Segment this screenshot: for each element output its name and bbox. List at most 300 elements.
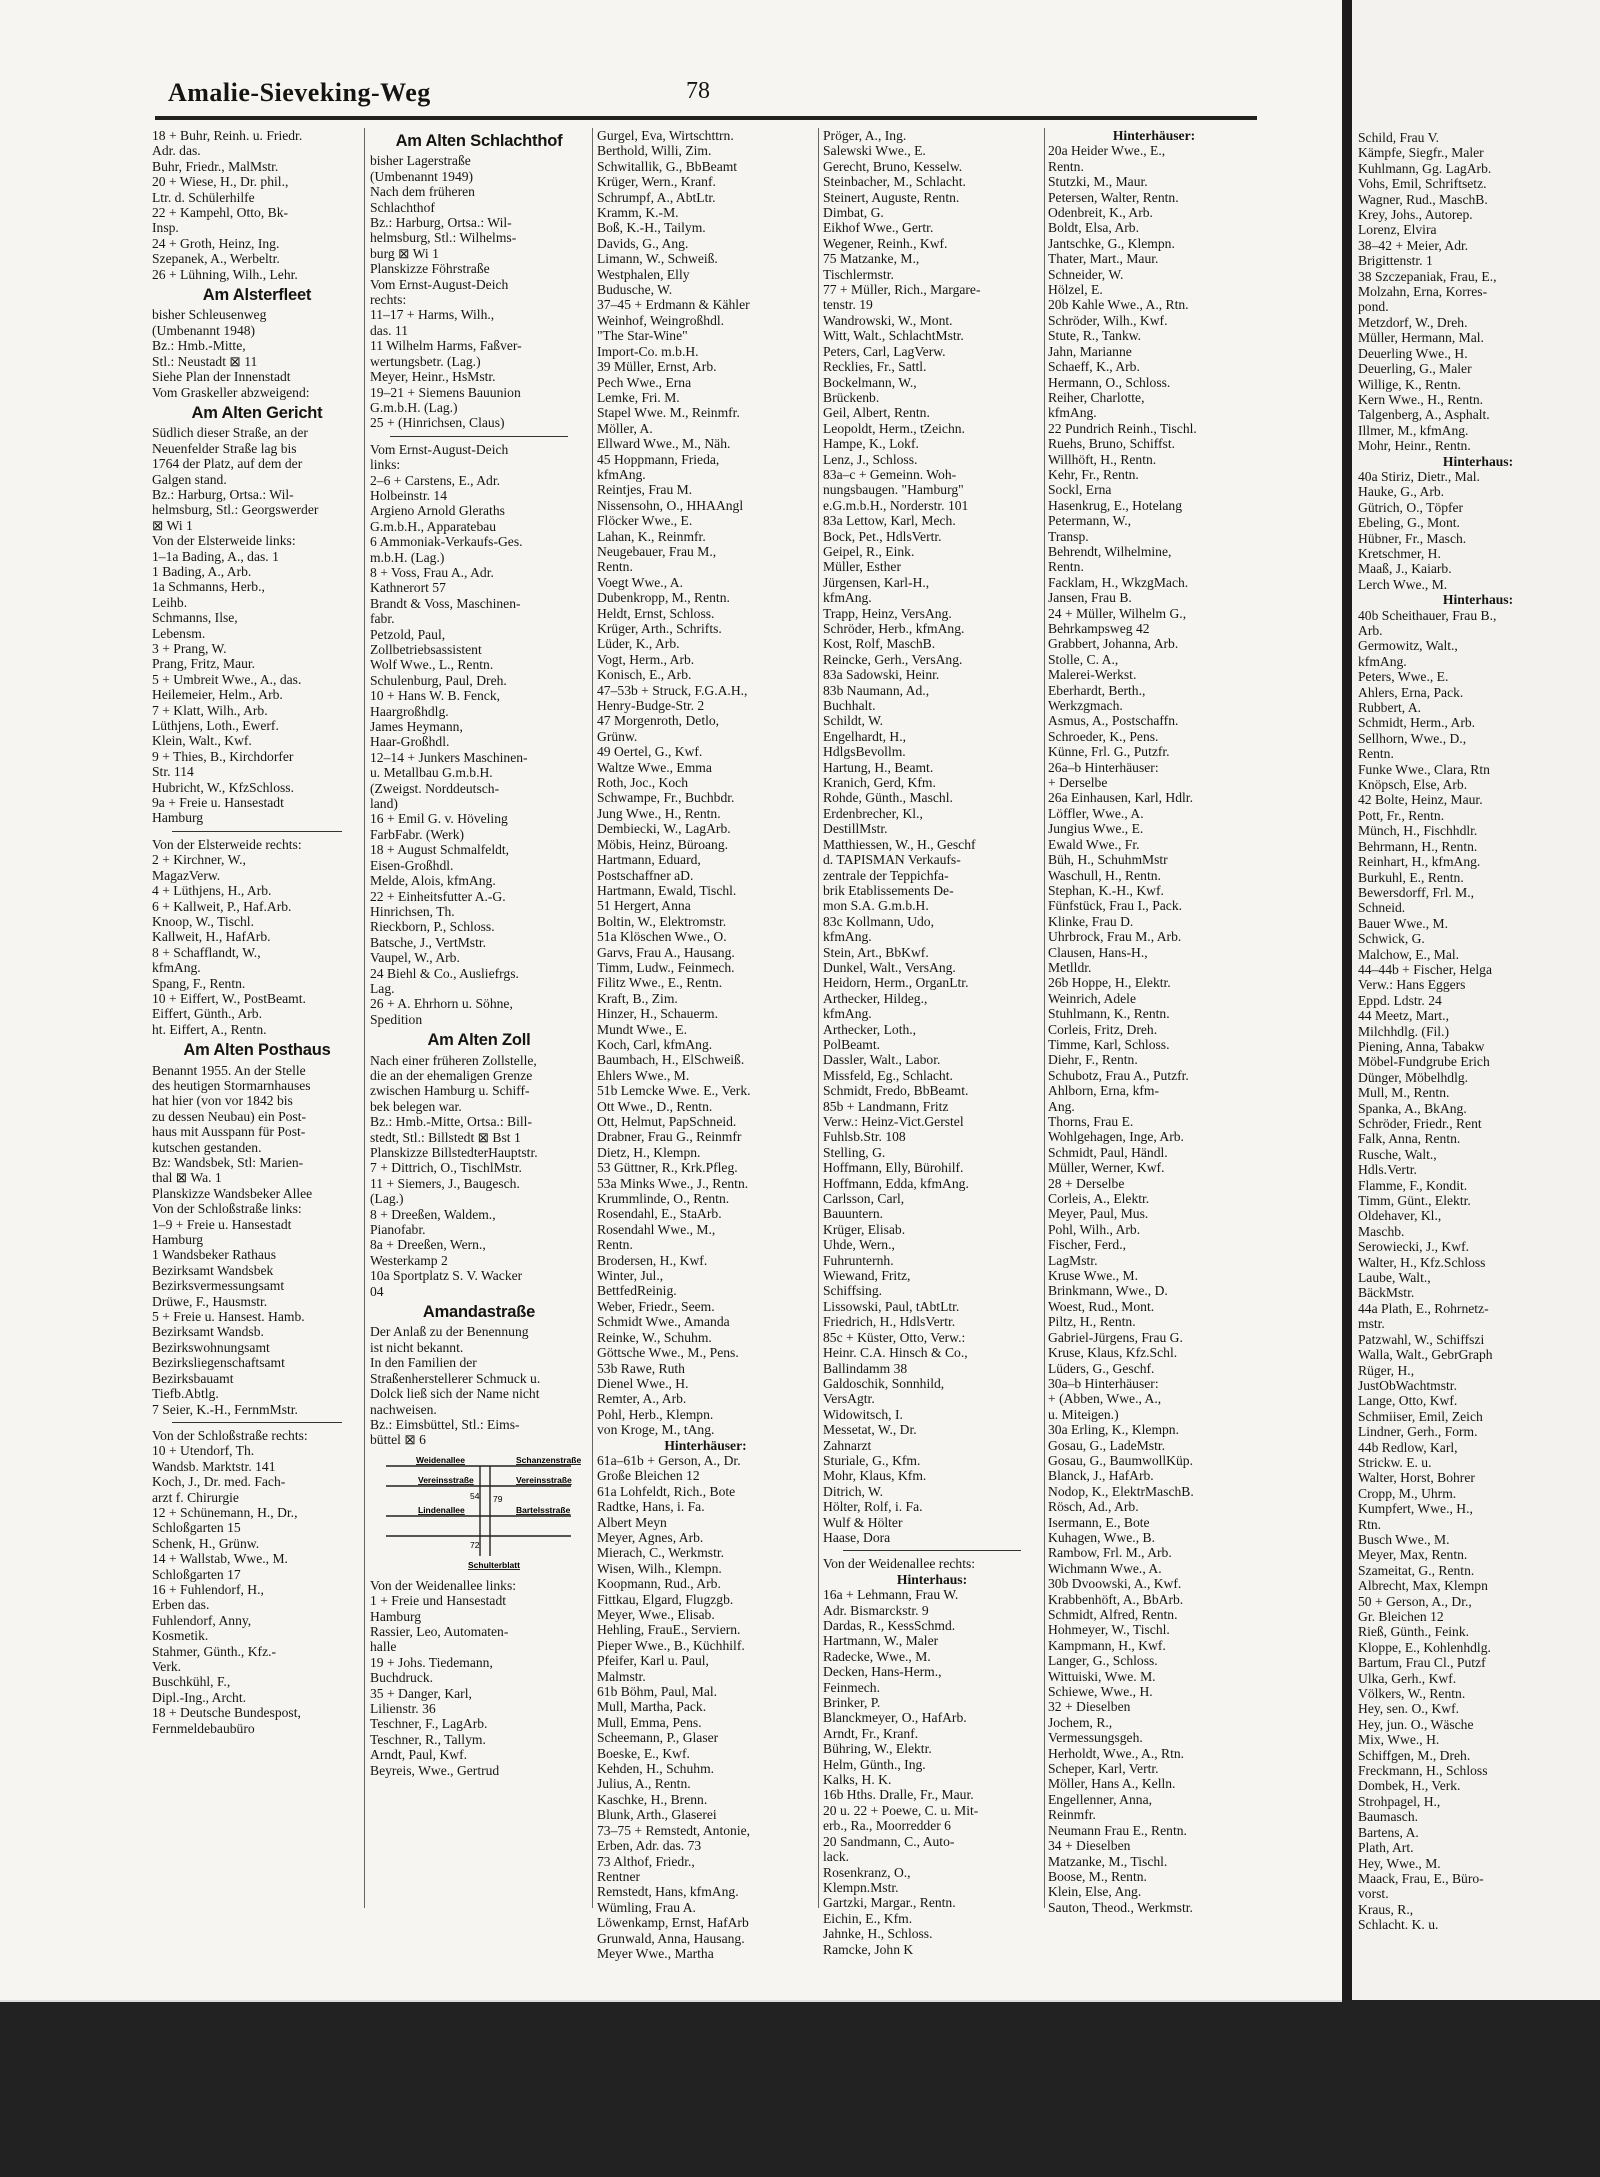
directory-entry: Brinkmann, Wwe., D. (1048, 1283, 1168, 1299)
directory-entry: Kehr, Fr., Rentn. (1048, 466, 1139, 482)
directory-entry: Krey, Johs., Autorep. (1358, 207, 1473, 223)
directory-entry: (Lag.) (370, 1191, 404, 1207)
directory-entry: Bz.: Harburg, Ortsa.: Wil- (370, 215, 512, 231)
directory-entry: Vom Ernst-August-Deich (370, 441, 509, 457)
directory-entry: Neuenfelder Straße lag bis (152, 440, 297, 456)
directory-entry: Boldt, Elsa, Arb. (1048, 220, 1140, 236)
directory-entry: links: (370, 457, 401, 473)
directory-entry: Ehlers Wwe., M. (597, 1067, 690, 1083)
directory-entry: Import-Co. m.b.H. (597, 343, 699, 359)
directory-entry: arzt f. Chirurgie (152, 1489, 239, 1505)
directory-entry: Teschner, R., Tallym. (370, 1731, 486, 1747)
directory-entry: Blunk, Arth., Glaserei (597, 1807, 717, 1823)
directory-entry: Kraus, R., (1358, 1901, 1414, 1917)
directory-entry: Arb. (1358, 623, 1383, 638)
directory-entry: Rentn. (1048, 559, 1084, 575)
directory-entry: Kern Wwe., H., Rentn. (1358, 391, 1484, 407)
directory-entry: Engelhardt, H., (823, 728, 907, 744)
directory-entry: halle (370, 1639, 397, 1655)
directory-entry: Uhrbrock, Frau M., Arb. (1048, 929, 1182, 945)
directory-entry: 30a Erling, K., Klempn. (1048, 1422, 1180, 1438)
directory-entry: Oldehaver, Kl., (1358, 1208, 1442, 1224)
directory-entry: Meyer Wwe., Martha (597, 1945, 714, 1961)
directory-entry: Melde, Alois, kfmAng. (370, 873, 496, 889)
directory-entry: 77 + Müller, Rich., Margare- (823, 282, 981, 298)
directory-entry: Eberhardt, Berth., (1048, 682, 1146, 698)
directory-entry: Boß, K.-H., Tailym. (597, 220, 706, 236)
directory-entry: Schmidt, Herm., Arb. (1358, 715, 1476, 731)
directory-entry: Postschaffner aD. (597, 867, 694, 883)
column-1 (152, 128, 362, 1736)
directory-entry: rechts: (370, 292, 407, 308)
section-separator (172, 831, 342, 832)
directory-entry: G.m.b.H. (Lag.) (370, 399, 458, 415)
directory-entry: Boltin, W., Elektromstr. (597, 913, 727, 929)
map-house-number: 79 (493, 1493, 503, 1504)
column-divider (592, 128, 593, 1908)
directory-entry: 44–44b + Fischer, Helga (1358, 961, 1492, 977)
directory-entry: Serowiecki, J., Kwf. (1358, 1239, 1469, 1255)
directory-entry: u. Metallbau G.m.b.H. (370, 765, 493, 781)
street-plan-svg (376, 1452, 581, 1572)
directory-entry: Hartmann, Ewald, Tischl. (597, 882, 737, 898)
directory-entry: Waschull, H., Rentn. (1048, 867, 1161, 883)
directory-entry: erb., Ra., Moorredder 6 (823, 1818, 951, 1834)
directory-entry: Julius, A., Rentn. (597, 1776, 691, 1792)
directory-entry: Jahnke, H., Schloss. (823, 1926, 933, 1942)
directory-entry: Wisen, Wilh., Klempn. (597, 1560, 722, 1576)
directory-entry: Hinterhäuser: (664, 1437, 747, 1453)
directory-entry: Reincke, Gerh., VersAng. (823, 651, 963, 667)
directory-entry: Stuhlmann, K., Rentn. (1048, 1006, 1170, 1022)
directory-entry: 20 Sandmann, C., Auto- (823, 1833, 955, 1849)
directory-entry: Jahn, Marianne (1048, 343, 1132, 359)
directory-entry: ist nicht bekannt. (370, 1339, 464, 1355)
directory-entry: Falk, Anna, Rentn. (1358, 1131, 1461, 1147)
directory-entry: Bock, Pet., HdlsVertr. (823, 528, 942, 544)
directory-entry: Stl.: Neustadt ⊠ 11 (152, 353, 258, 369)
directory-entry: Bz.: Hmb.-Mitte, Ortsa.: Bill- (370, 1114, 532, 1130)
directory-entry: Spang, F., Rentn. (152, 975, 246, 991)
directory-entry: Widowitsch, I. (823, 1406, 903, 1422)
directory-entry: Insp. (152, 220, 179, 236)
directory-entry: Westerkamp 2 (370, 1252, 448, 1268)
directory-entry: Uhde, Wern., (823, 1237, 895, 1253)
directory-entry: vorst. (1358, 1886, 1389, 1902)
directory-entry: Neugebauer, Frau M., (597, 543, 717, 559)
directory-entry: Lissowski, Paul, tAbtLtr. (823, 1298, 960, 1314)
directory-entry: Hdls.Vertr. (1358, 1162, 1417, 1178)
map-street-label: Bartelsstraße (516, 1504, 571, 1515)
directory-entry: 85b + Landmann, Fritz (823, 1098, 949, 1114)
directory-entry: Hinterhäuser: (1112, 128, 1196, 143)
directory-entry: das. 11 (370, 322, 409, 338)
directory-entry: Siehe Plan der Innenstadt (152, 369, 291, 385)
directory-entry: Hübner, Fr., Masch. (1358, 530, 1467, 546)
directory-entry: burg ⊠ Wi 1 (370, 245, 439, 261)
directory-entry: 12–14 + Junkers Maschinen- (370, 749, 528, 765)
directory-entry: Von der Weidenallee links: (370, 1577, 517, 1593)
directory-entry: Voegt Wwe., A. (597, 574, 683, 590)
directory-entry: Rentn. (597, 1237, 633, 1253)
directory-entry: Radecke, Wwe., M. (823, 1648, 931, 1664)
directory-entry: Kuhagen, Wwe., B. (1048, 1529, 1155, 1545)
directory-entry: Spanka, A., BkAng. (1358, 1100, 1467, 1116)
directory-entry: kfmAng. (823, 929, 872, 945)
directory-entry: Gartzki, Margar., Rentn. (823, 1895, 956, 1911)
directory-entry: Albrecht, Max, Klempn (1358, 1578, 1488, 1594)
directory-entry: Schmiiser, Emil, Zeich (1358, 1408, 1483, 1424)
directory-entry: Rubbert, A. (1358, 700, 1422, 716)
directory-entry: Hinrichsen, Th. (370, 903, 455, 919)
directory-entry: Bühring, W., Elektr. (823, 1741, 932, 1757)
directory-entry: 49 Oertel, G., Kwf. (597, 744, 703, 760)
directory-entry: 2 + Kirchner, W., (152, 852, 246, 868)
directory-entry: Stute, R., Tankw. (1048, 328, 1142, 344)
directory-entry: Filitz Wwe., E., Rentn. (597, 975, 723, 991)
directory-entry: G.m.b.H., Apparatebau (370, 518, 497, 534)
directory-entry: Kruse, Klaus, Kfz.Schl. (1048, 1345, 1178, 1361)
directory-entry: Klempn.Mstr. (823, 1879, 899, 1895)
directory-entry: Maack, Frau, E., Büro- (1358, 1870, 1484, 1886)
directory-entry: 44 Meetz, Mart., (1358, 1008, 1449, 1024)
directory-entry: Berthold, Willi, Zim. (597, 143, 712, 159)
directory-entry: Rambow, Frl. M., Arb. (1048, 1545, 1172, 1561)
directory-entry: 34 + Dieselben (1048, 1838, 1131, 1854)
directory-entry: Geil, Albert, Rentn. (823, 405, 930, 421)
directory-entry: Ott, Helmut, PapSchneid. (597, 1114, 737, 1129)
directory-entry: Buchdruck. (370, 1670, 434, 1686)
directory-entry: 3 + Prang, W. (152, 641, 227, 656)
directory-entry: "The Star-Wine" (597, 328, 688, 344)
directory-entry: 32 + Dieselben (1048, 1699, 1131, 1715)
directory-entry: Pott, Fr., Rentn. (1358, 807, 1445, 823)
directory-entry: Witt, Walt., SchlachtMstr. (823, 328, 964, 344)
directory-entry: Carlsson, Carl, (823, 1191, 905, 1207)
directory-entry: Friedrich, H., HdlsVertr. (823, 1314, 956, 1330)
directory-entry: BäckMstr. (1358, 1285, 1415, 1301)
directory-entry: PolBeamt. (823, 1036, 881, 1052)
column-2 (370, 128, 588, 1778)
directory-entry: Kathnerort 57 (370, 580, 446, 596)
section-separator (843, 1550, 1021, 1551)
directory-entry: Hinterhaus: (1442, 453, 1514, 469)
directory-entry: Hasenkrug, E., Hotelang (1048, 497, 1183, 513)
directory-entry: Schubotz, Frau A., Putzfr. (1048, 1067, 1189, 1083)
directory-entry: Vohs, Emil, Schriftsetz. (1358, 176, 1487, 192)
directory-entry: 1a Schmanns, Herb., (152, 579, 265, 595)
directory-entry: Klein, Else, Ang. (1048, 1884, 1142, 1900)
directory-entry: Scheemann, P., Glaser (597, 1730, 719, 1746)
directory-entry: Transp. (1048, 528, 1089, 544)
directory-entry: brik Etablissements De- (823, 882, 954, 898)
directory-entry: Pianofabr. (370, 1222, 426, 1238)
directory-entry: Meyer, Wwe., Elisab. (597, 1607, 715, 1622)
directory-entry: Busch Wwe., M. (1358, 1531, 1450, 1547)
directory-entry: Müller, Hermann, Mal. (1358, 330, 1484, 346)
directory-entry: Recklies, Fr., Sattl. (823, 359, 927, 375)
directory-entry: Rassier, Leo, Automaten- (370, 1623, 509, 1639)
directory-entry: Dolck ließ sich der Name nicht (370, 1386, 540, 1402)
directory-entry: Gütrich, O., Töpfer (1358, 499, 1464, 515)
directory-entry: 44a Plath, E., Rohrnetz- (1358, 1300, 1489, 1316)
directory-entry: Hampe, K., Lokf. (823, 436, 919, 452)
directory-entry: 26b Hoppe, H., Elektr. (1048, 975, 1171, 991)
directory-entry: Planskizze Wandsbeker Allee (152, 1185, 313, 1201)
directory-entry: Prang, Fritz, Maur. (152, 656, 256, 672)
directory-entry: Szameitat, G., Rentn. (1358, 1562, 1475, 1578)
directory-entry: Facklam, H., WkzgMach. (1048, 574, 1189, 590)
directory-entry: Ebeling, G., Mont. (1358, 515, 1460, 531)
directory-entry: Von der Schloßstraße links: (152, 1201, 302, 1217)
directory-entry: Lerch Wwe., M. (1358, 576, 1448, 592)
directory-entry: Piltz, H., Rentn. (1048, 1314, 1136, 1330)
directory-entry: 53b Rawe, Ruth (597, 1360, 685, 1376)
directory-entry: Gosau, G., BaumwollKüp. (1048, 1452, 1193, 1468)
directory-entry: Thorns, Frau E. (1048, 1114, 1134, 1129)
directory-entry: thal ⊠ Wa. 1 (152, 1170, 222, 1186)
directory-entry: 5 + Freie u. Hansest. Hamb. (152, 1309, 305, 1325)
directory-entry: Schrumpf, A., AbtLtr. (597, 189, 716, 205)
section-separator (172, 1422, 342, 1423)
directory-entry: Knöpsch, Else, Arb. (1358, 777, 1468, 793)
directory-entry: 22 + Kampehl, Otto, Bk- (152, 205, 289, 221)
directory-entry: 6 Ammoniak-Verkaufs-Ges. (370, 534, 523, 550)
page-number: 78 (686, 78, 710, 104)
directory-entry: Flamme, F., Kondit. (1358, 1177, 1468, 1193)
directory-entry: Lenz, J., Schloss. (823, 451, 918, 467)
directory-entry: Davids, G., Ang. (597, 235, 689, 251)
directory-entry: Schloßgarten 15 (152, 1520, 241, 1536)
directory-entry: 1 Bading, A., Arb. (152, 563, 252, 579)
directory-entry: Koopmann, Rud., Arb. (597, 1576, 721, 1592)
directory-entry: Maaß, J., Kaiarb. (1358, 561, 1452, 577)
directory-entry: Schulenburg, Paul, Dreh. (370, 672, 507, 688)
directory-entry: des heutigen Stormarnhauses (152, 1077, 311, 1093)
directory-entry: Dubenkropp, M., Rentn. (597, 590, 730, 606)
directory-entry: Remter, A., Arb. (597, 1391, 687, 1407)
directory-entry: Bezirksbauamt (152, 1370, 234, 1386)
directory-entry: kfmAng. (823, 590, 872, 606)
directory-entry: 18 + August Schmalfeldt, (370, 842, 510, 858)
directory-entry: Hartmann, W., Maler (823, 1633, 939, 1649)
directory-entry: Hoffmann, Elly, Bürohilf. (823, 1160, 964, 1176)
directory-entry: Kranich, Gerd, Kfm. (823, 775, 936, 791)
directory-entry: 24 Biehl & Co., Ausliefrgs. (370, 965, 519, 981)
directory-entry: 51 Hergert, Anna (597, 898, 691, 914)
directory-entry: Schröder, Wilh., Kwf. (1048, 312, 1168, 328)
directory-entry: Plath, Art. (1358, 1840, 1414, 1856)
directory-entry: Brodersen, H., Kwf. (597, 1252, 708, 1268)
directory-entry: Arndt, Fr., Kranf. (823, 1725, 919, 1741)
directory-entry: Heidorn, Herm., OrganLtr. (823, 975, 969, 991)
directory-entry: Holbeinstr. 14 (370, 487, 448, 503)
directory-entry: kfmAng. (1358, 653, 1407, 669)
directory-entry: Szepanek, A., Werbeltr. (152, 251, 280, 267)
directory-entry: Hauke, G., Arb. (1358, 484, 1445, 500)
directory-entry: 83a Sadowski, Heinr. (823, 667, 940, 683)
directory-entry: tenstr. 19 (823, 297, 873, 313)
directory-entry: Batsche, J., VertMstr. (370, 934, 487, 950)
directory-entry: Schwick, G. (1358, 931, 1425, 947)
directory-entry: m.b.H. (Lag.) (370, 549, 445, 565)
directory-entry: 73 Althof, Friedr., (597, 1853, 695, 1869)
directory-entry: Matzanke, M., Tischl. (1048, 1853, 1168, 1869)
street-heading: Amandastraße (422, 1303, 536, 1322)
directory-entry: Lüders, G., Geschf. (1048, 1360, 1155, 1376)
directory-entry: Blanck, J., HafArb. (1048, 1468, 1154, 1484)
map-street-label: Schulterblatt (468, 1559, 520, 1570)
directory-entry: zwischen Hamburg u. Schiff- (370, 1083, 530, 1099)
directory-entry: 30b Dvoowski, A., Kwf. (1048, 1576, 1182, 1592)
directory-entry: Göttsche Wwe., M., Pens. (597, 1345, 739, 1361)
directory-entry: Woest, Rud., Mont. (1048, 1298, 1155, 1314)
directory-entry: In den Familien der (370, 1355, 477, 1371)
directory-entry: Koch, J., Dr. med. Fach- (152, 1474, 286, 1490)
directory-entry: Krummlinde, O., Rentn. (597, 1191, 730, 1207)
directory-entry: zentrale der Teppichfa- (823, 867, 949, 883)
directory-entry: Talgenberg, A., Asphalt. (1358, 407, 1490, 423)
directory-entry: Stephan, K.-H., Kwf. (1048, 882, 1164, 898)
directory-entry: Schiffgen, M., Dreh. (1358, 1747, 1471, 1763)
directory-entry: Hinterhaus: (1442, 592, 1514, 608)
directory-entry: 83a Lettow, Karl, Mech. (823, 513, 956, 529)
directory-entry: 1–9 + Freie u. Hansestadt (152, 1216, 292, 1232)
directory-entry: Langer, G., Schloss. (1048, 1653, 1158, 1669)
directory-entry: Ang. (1048, 1098, 1075, 1114)
directory-entry: Boose, M., Rentn. (1048, 1868, 1147, 1884)
directory-entry: helmsburg, Stl.: Georgswerder (152, 502, 319, 518)
directory-entry: Hehling, FrauE., Serviern. (597, 1622, 741, 1638)
directory-entry: 30a–b Hinterhäuser: (1048, 1375, 1159, 1391)
directory-entry: Metlldr. (1048, 959, 1092, 975)
directory-entry: Erben das. (152, 1597, 210, 1613)
directory-entry: Meyer, Paul, Mus. (1048, 1206, 1149, 1222)
directory-entry: Kehden, H., Schuhm. (597, 1761, 715, 1777)
directory-entry: Schmidt, Paul, Händl. (1048, 1144, 1168, 1160)
street-heading: Am Alten Gericht (191, 403, 323, 422)
directory-entry: Benannt 1955. An der Stelle (152, 1062, 306, 1078)
directory-entry: 26 + Lühning, Wilh., Lehr. (152, 266, 298, 282)
directory-entry: Sauton, Theod., Werkmstr. (1048, 1899, 1193, 1915)
directory-entry: Schmanns, Ilse, (152, 610, 238, 626)
directory-entry: 20 u. 22 + Poewe, C. u. Mit- (823, 1802, 979, 1818)
directory-entry: Meyer, Max, Rentn. (1358, 1547, 1468, 1563)
directory-entry: 8 + Voss, Frau A., Adr. (370, 564, 494, 580)
directory-entry: Möller, Hans A., Kelln. (1048, 1776, 1176, 1792)
directory-entry: Mull, Emma, Pens. (597, 1714, 702, 1730)
directory-entry: 53 Güttner, R., Krk.Pfleg. (597, 1160, 738, 1176)
directory-entry: Gurgel, Eva, Wirtschttrn. (597, 128, 734, 143)
directory-entry: Illmer, M., kfmAng. (1358, 422, 1469, 438)
directory-entry: 38–42 + Meier, Adr. (1358, 237, 1469, 253)
directory-entry: 19 + Johs. Tiedemann, (370, 1654, 493, 1670)
directory-entry: die an der ehemaligen Grenze (370, 1067, 533, 1083)
directory-entry: 11 + Siemers, J., Baugesch. (370, 1175, 520, 1191)
directory-entry: Wohlgehagen, Inge, Arb. (1048, 1129, 1184, 1145)
directory-entry: Dienel Wwe., H. (597, 1375, 689, 1391)
directory-entry: d. TAPISMAN Verkaufs- (823, 852, 961, 868)
directory-entry: Tischlermstr. (823, 266, 894, 282)
directory-entry: zu dessen Neubau) ein Post- (152, 1108, 307, 1124)
directory-entry: Lilienstr. 36 (370, 1700, 436, 1716)
directory-entry: Reinhart, H., kfmAng. (1358, 854, 1481, 870)
directory-entry: Fünfstück, Frau I., Pack. (1048, 898, 1183, 914)
directory-entry: Fischer, Ferd., (1048, 1237, 1126, 1253)
directory-entry: Hermann, O., Schloss. (1048, 374, 1171, 390)
directory-entry: 18 + Buhr, Reinh. u. Friedr. (152, 128, 303, 143)
directory-entry: Tiefb.Abtlg. (152, 1386, 219, 1402)
directory-entry: Rentner (597, 1868, 641, 1884)
column-divider (1044, 128, 1045, 1908)
map-street-label: Weidenallee (416, 1454, 465, 1465)
directory-entry: Rentn. (597, 559, 633, 575)
directory-entry: Mix, Wwe., H. (1358, 1732, 1440, 1748)
directory-entry: 75 Matzanke, M., (823, 251, 920, 267)
directory-entry: 20a Heider Wwe., E., (1048, 143, 1166, 159)
directory-entry: Clausen, Hans-H., (1048, 944, 1148, 960)
directory-entry: 61a Lohfeldt, Rich., Bote (597, 1483, 736, 1499)
directory-entry: Drüwe, F., Hausmstr. (152, 1293, 268, 1309)
directory-entry: Bauuntern. (823, 1206, 884, 1222)
directory-entry: Mull, Martha, Pack. (597, 1699, 707, 1715)
directory-entry: Scheper, Karl, Vertr. (1048, 1761, 1159, 1777)
directory-entry: Pohl, Wilh., Arb. (1048, 1221, 1141, 1237)
directory-entry: Kruse Wwe., M. (1048, 1268, 1138, 1284)
directory-entry: Bauer Wwe., M. (1358, 915, 1448, 931)
directory-entry: Jung Wwe., H., Rentn. (597, 805, 721, 821)
directory-entry: Wümling, Frau A. (597, 1899, 696, 1915)
directory-entry: Behrkampsweg 42 (1048, 621, 1150, 636)
directory-entry: Feinmech. (823, 1679, 881, 1695)
directory-entry: 10a Sportplatz S. V. Wacker (370, 1268, 523, 1284)
directory-entry: Sockl, Erna (1048, 482, 1112, 498)
directory-entry: Reintjes, Frau M. (597, 482, 693, 498)
directory-entry: haus mit Ausspann für Post- (152, 1124, 306, 1140)
directory-entry: Gerecht, Bruno, Kesselw. (823, 158, 963, 174)
directory-entry: Salewski Wwe., E. (823, 143, 926, 159)
directory-entry: Lorenz, Elvira (1358, 222, 1437, 238)
directory-entry: Cropp, M., Uhrm. (1358, 1485, 1457, 1501)
directory-entry: Henry-Budge-Str. 2 (597, 698, 705, 714)
directory-entry: Lange, Otto, Kwf. (1358, 1393, 1458, 1409)
directory-entry: Große Bleichen 12 (597, 1468, 700, 1484)
directory-entry: 22 + Einheitsfutter A.-G. (370, 888, 506, 904)
directory-entry: kfmAng. (823, 1006, 872, 1022)
directory-entry: 47–53b + Struck, F.G.A.H., (597, 682, 748, 698)
directory-entry: Knoop, W., Tischl. (152, 913, 254, 929)
street-plan-sketch (370, 1452, 588, 1574)
directory-entry: Timm, Günt., Elektr. (1358, 1193, 1471, 1209)
directory-entry: Schröder, Herb., kfmAng. (823, 621, 965, 636)
directory-entry: (Umbenannt 1948) (152, 322, 256, 338)
directory-entry: Westphalen, Elly (597, 266, 690, 282)
directory-entry: Klinke, Frau D. (1048, 913, 1134, 929)
directory-entry: Reinke, W., Schuhm. (597, 1329, 712, 1345)
directory-entry: Schild, Frau V. (1358, 130, 1440, 145)
directory-entry: 40a Stiriz, Dietr., Mal. (1358, 468, 1480, 484)
directory-entry: Timme, Karl, Schloss. (1048, 1036, 1170, 1052)
street-heading: Am Alten Schlachthof (395, 132, 563, 150)
directory-entry: Budusche, W. (597, 282, 673, 298)
directory-entry: Flöcker Wwe., E. (597, 513, 693, 529)
directory-entry: 11–17 + Harms, Wilh., (370, 307, 495, 323)
directory-entry: 85c + Küster, Otto, Verw.: (823, 1329, 966, 1345)
directory-entry: Bz.: Eimsbüttel, Stl.: Eims- (370, 1416, 520, 1432)
directory-entry: Fuhlsb.Str. 108 (823, 1129, 906, 1145)
directory-entry: Ditrich, W. (823, 1483, 884, 1499)
street-heading: Am Alsterfleet (202, 286, 312, 305)
